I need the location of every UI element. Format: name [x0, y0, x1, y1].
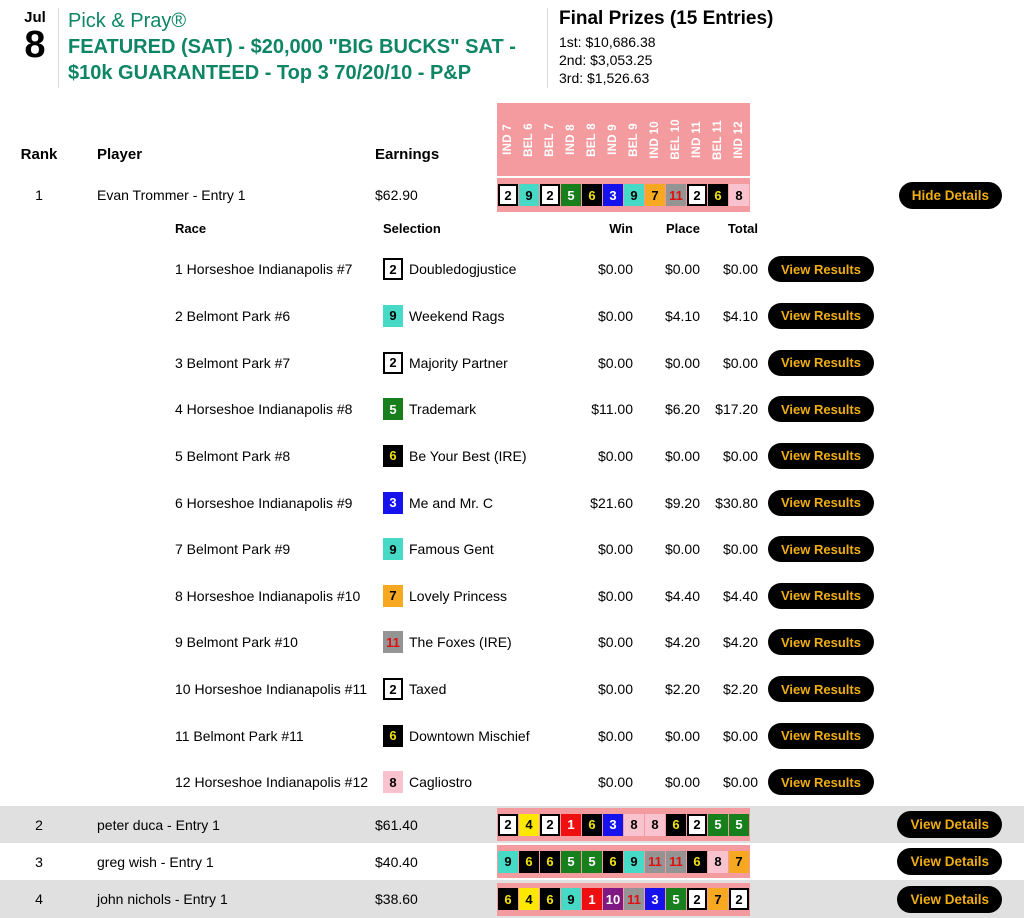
- race-result-row: [0, 293, 1024, 340]
- race-name: 3 Belmont Park #7: [175, 354, 291, 371]
- win-amount: $0.00: [597, 587, 633, 604]
- win-amount: $0.00: [597, 681, 633, 698]
- view-results-button[interactable]: View Results: [768, 256, 874, 282]
- saddle-cloth-4: 4: [519, 888, 539, 910]
- view-details-cell: [750, 811, 1024, 838]
- saddle-cloth-2: 2: [687, 814, 707, 836]
- view-results-cell: [768, 490, 874, 516]
- saddle-cloth-7: 7: [645, 184, 665, 206]
- horse-name: Taxed: [409, 681, 447, 698]
- saddle-cloth-11: 11: [645, 851, 665, 873]
- view-results-button[interactable]: View Results: [768, 490, 874, 516]
- track-race-label: BEL 9: [628, 122, 640, 157]
- final-prizes-title: Final Prizes (15 Entries): [559, 8, 774, 29]
- race-name: 2 Belmont Park #6: [175, 307, 291, 324]
- horse-name: Downtown Mischief: [409, 727, 530, 744]
- place-amount: $2.20: [664, 681, 700, 698]
- saddle-cloth-8: 8: [729, 184, 749, 206]
- total-amount: $0.00: [722, 261, 758, 278]
- place-amount: $0.00: [664, 774, 700, 791]
- saddle-cloth-5: 5: [582, 851, 602, 873]
- saddle-cloth-8: 8: [383, 771, 403, 793]
- race-result-row: [0, 759, 1024, 806]
- race-result-row: [0, 526, 1024, 573]
- saddle-cloth-10: 10: [603, 888, 623, 910]
- selection-strip: [497, 845, 750, 878]
- earnings-amount: $38.60: [375, 891, 418, 907]
- prize-first: 1st: $10,686.38: [559, 34, 656, 50]
- saddle-cloth-6: 6: [498, 888, 518, 910]
- saddle-cloth-1: 1: [561, 814, 581, 836]
- saddle-cloth-2: 2: [687, 184, 707, 206]
- saddle-cloth-11: 11: [666, 851, 686, 873]
- saddle-cloth-11: 11: [383, 631, 403, 653]
- player-name: john nichols - Entry 1: [97, 891, 228, 907]
- saddle-cloth-5: 5: [708, 814, 728, 836]
- selection-cell: [383, 771, 560, 793]
- saddle-cloth-2: 2: [498, 814, 518, 836]
- saddle-cloth-9: 9: [383, 305, 403, 327]
- saddle-cloth-2: 2: [687, 888, 707, 910]
- view-results-cell: [768, 676, 874, 702]
- saddle-cloth-6: 6: [383, 445, 403, 467]
- view-results-cell: [768, 536, 874, 562]
- total-amount: $17.20: [715, 401, 758, 418]
- total-amount: $0.00: [722, 354, 758, 371]
- saddle-cloth-2: 2: [498, 184, 518, 206]
- place-amount: $0.00: [664, 447, 700, 464]
- total-amount: $0.00: [722, 774, 758, 791]
- selection-cell: [383, 725, 560, 747]
- race-name: 1 Horseshoe Indianapolis #7: [175, 261, 353, 278]
- view-results-button[interactable]: View Results: [768, 769, 874, 795]
- race-result-row: [0, 479, 1024, 526]
- view-details-button[interactable]: View Details: [897, 886, 1002, 913]
- saddle-cloth-6: 6: [540, 851, 560, 873]
- track-race-label: IND 9: [606, 124, 619, 155]
- race-result-row: [0, 666, 1024, 713]
- place-amount: $0.00: [664, 727, 700, 744]
- player-name: Evan Trommer - Entry 1: [97, 187, 246, 203]
- track-race-label: IND 11: [691, 121, 704, 158]
- view-results-button[interactable]: View Results: [768, 629, 874, 655]
- view-details-cell: [750, 848, 1024, 875]
- date-day: 8: [24, 24, 46, 66]
- track-race-label: IND 12: [733, 120, 746, 159]
- place-amount: $4.40: [664, 587, 700, 604]
- view-details-button[interactable]: View Details: [897, 848, 1002, 875]
- race-name: 4 Horseshoe Indianapolis #8: [175, 401, 353, 418]
- view-results-button[interactable]: View Results: [768, 583, 874, 609]
- selection-strip: [497, 883, 750, 916]
- view-results-button[interactable]: View Results: [768, 396, 874, 422]
- player-name: peter duca - Entry 1: [97, 816, 220, 833]
- win-amount: $11.00: [591, 401, 633, 418]
- saddle-cloth-6: 6: [383, 725, 403, 747]
- saddle-cloth-8: 8: [645, 814, 665, 836]
- leaderboard-row: [0, 806, 1024, 843]
- saddle-cloth-11: 11: [624, 888, 644, 910]
- saddle-cloth-3: 3: [603, 814, 623, 836]
- track-race-label: IND 8: [564, 124, 577, 155]
- race-result-row: [0, 433, 1024, 480]
- saddle-cloth-5: 5: [561, 851, 581, 873]
- win-amount: $0.00: [597, 261, 633, 278]
- track-race-label: BEL 10: [670, 119, 683, 160]
- horse-name: Me and Mr. C: [409, 494, 494, 511]
- horse-name: Trademark: [409, 401, 477, 418]
- win-amount: $0.00: [597, 634, 633, 651]
- view-results-cell: [768, 769, 874, 795]
- saddle-cloth-7: 7: [708, 888, 728, 910]
- saddle-cloth-2: 2: [540, 184, 560, 206]
- selection-strip: [497, 178, 750, 212]
- selection-cell: [383, 352, 560, 374]
- view-results-button[interactable]: View Results: [768, 723, 874, 749]
- view-results-button[interactable]: View Results: [768, 350, 874, 376]
- selection-column-header: Selection: [383, 221, 441, 236]
- saddle-cloth-9: 9: [624, 184, 644, 206]
- saddle-cloth-6: 6: [582, 814, 602, 836]
- view-details-button[interactable]: View Details: [897, 811, 1002, 838]
- selection-cell: [383, 398, 560, 420]
- selection-cell: [383, 305, 560, 327]
- header-divider: [58, 8, 59, 88]
- selection-cell: [383, 492, 560, 514]
- race-result-row: [0, 246, 1024, 293]
- view-results-cell: [768, 256, 874, 282]
- view-results-button[interactable]: View Results: [768, 443, 874, 469]
- win-amount: $0.00: [597, 727, 633, 744]
- place-amount: $0.00: [664, 261, 700, 278]
- detail-table: [0, 246, 1024, 806]
- view-results-button[interactable]: View Results: [768, 303, 874, 329]
- win-amount: $0.00: [597, 307, 633, 324]
- horse-name: The Foxes (IRE): [409, 634, 512, 651]
- saddle-cloth-6: 6: [603, 851, 623, 873]
- horse-name: Cagliostro: [409, 774, 473, 791]
- view-results-cell: [768, 350, 874, 376]
- race-name: 11 Belmont Park #11: [175, 727, 304, 744]
- race-result-row: [0, 572, 1024, 619]
- race-column-header: Race: [175, 221, 207, 236]
- saddle-cloth-2: 2: [383, 352, 403, 374]
- total-amount: $4.10: [722, 307, 758, 324]
- horse-name: Majority Partner: [409, 354, 508, 371]
- saddle-cloth-7: 7: [729, 851, 749, 873]
- track-race-label: BEL 8: [585, 122, 598, 157]
- total-amount: $30.80: [715, 494, 758, 511]
- saddle-cloth-4: 4: [519, 814, 539, 836]
- place-amount: $6.20: [664, 401, 700, 418]
- detail-table-header: [0, 221, 1024, 236]
- saddle-cloth-8: 8: [708, 851, 728, 873]
- saddle-cloth-2: 2: [729, 888, 749, 910]
- win-column-header: Win: [609, 221, 633, 236]
- prize-second: 2nd: $3,053.25: [559, 52, 653, 68]
- player-column-header: Player: [97, 146, 143, 163]
- contest-title: FEATURED (SAT) - $20,000 "BIG BUCKS" SAT - $10k GUARANTEED - Top 3 70/20/10 - P&P: [68, 36, 516, 84]
- win-amount: $0.00: [597, 541, 633, 558]
- view-results-cell: [768, 723, 874, 749]
- race-result-row: [0, 619, 1024, 666]
- total-amount: $0.00: [722, 447, 758, 464]
- final-prizes-panel: [559, 7, 773, 87]
- leaderboard-row: [0, 880, 1024, 918]
- saddle-cloth-3: 3: [645, 888, 665, 910]
- track-race-label: BEL 7: [543, 122, 556, 157]
- horse-name: Doubledogjustice: [409, 261, 517, 278]
- saddle-cloth-5: 5: [383, 398, 403, 420]
- header-divider: [547, 8, 548, 88]
- horse-name: Lovely Princess: [409, 587, 508, 604]
- win-amount: $21.60: [590, 494, 633, 511]
- view-results-cell: [768, 629, 874, 655]
- win-amount: $0.00: [597, 774, 633, 791]
- saddle-cloth-9: 9: [519, 184, 539, 206]
- saddle-cloth-11: 11: [666, 184, 686, 206]
- saddle-cloth-9: 9: [383, 538, 403, 560]
- race-name: 6 Horseshoe Indianapolis #9: [175, 494, 353, 511]
- player-name: greg wish - Entry 1: [97, 853, 214, 870]
- total-amount: $0.00: [722, 541, 758, 558]
- hide-details-button[interactable]: Hide Details: [899, 182, 1002, 209]
- view-results-button[interactable]: View Results: [768, 536, 874, 562]
- selection-strip: [497, 808, 750, 841]
- race-name: 10 Horseshoe Indianapolis #11: [175, 681, 367, 698]
- saddle-cloth-3: 3: [603, 184, 623, 206]
- saddle-cloth-5: 5: [666, 888, 686, 910]
- selection-cell: [383, 631, 560, 653]
- contest-date: [14, 10, 56, 64]
- rank-column-header: Rank: [20, 146, 58, 163]
- saddle-cloth-3: 3: [383, 492, 403, 514]
- race-result-row: [0, 339, 1024, 386]
- race-name: 8 Horseshoe Indianapolis #10: [175, 587, 361, 604]
- place-amount: $0.00: [664, 354, 700, 371]
- saddle-cloth-6: 6: [708, 184, 728, 206]
- view-results-cell: [768, 443, 874, 469]
- view-details-cell: [750, 886, 1024, 913]
- selection-cell: [383, 678, 560, 700]
- race-result-row: [0, 386, 1024, 433]
- place-amount: $4.20: [664, 634, 700, 651]
- saddle-cloth-2: 2: [383, 678, 403, 700]
- place-column-header: Place: [666, 221, 700, 236]
- saddle-cloth-9: 9: [561, 888, 581, 910]
- view-results-cell: [768, 396, 874, 422]
- rank-cell: 1: [35, 187, 43, 203]
- earnings-column-header: Earnings: [375, 146, 440, 163]
- win-amount: $0.00: [597, 447, 633, 464]
- leaderboard-row: [0, 843, 1024, 880]
- rank-cell: 4: [35, 891, 43, 907]
- total-amount: $4.40: [722, 587, 758, 604]
- contest-title-block: [68, 9, 550, 86]
- horse-name: Be Your Best (IRE): [409, 447, 527, 464]
- saddle-cloth-6: 6: [540, 888, 560, 910]
- race-name: 9 Belmont Park #10: [175, 634, 298, 651]
- earnings-amount: $62.90: [375, 187, 418, 203]
- saddle-cloth-6: 6: [687, 851, 707, 873]
- leaderboard-header: [0, 146, 1024, 166]
- place-amount: $9.20: [664, 494, 700, 511]
- total-column-header: Total: [727, 221, 758, 236]
- earnings-amount: $40.40: [375, 853, 418, 870]
- saddle-cloth-1: 1: [582, 888, 602, 910]
- track-race-label: BEL 6: [522, 122, 535, 157]
- total-amount: $0.00: [722, 727, 758, 744]
- prize-third: 3rd: $1,526.63: [559, 70, 650, 86]
- view-results-cell: [768, 583, 874, 609]
- saddle-cloth-5: 5: [561, 184, 581, 206]
- race-name: 12 Horseshoe Indianapolis #12: [175, 774, 369, 791]
- saddle-cloth-6: 6: [519, 851, 539, 873]
- saddle-cloth-7: 7: [383, 585, 403, 607]
- selection-cell: [383, 445, 560, 467]
- horse-name: Famous Gent: [409, 541, 494, 558]
- leaderboard-row-expanded: [0, 178, 1024, 212]
- contest-type-label: Pick & Pray®: [68, 10, 187, 32]
- leaderboard-rows: [0, 806, 1024, 918]
- saddle-cloth-5: 5: [729, 814, 749, 836]
- place-amount: $0.00: [664, 541, 700, 558]
- saddle-cloth-2: 2: [540, 814, 560, 836]
- rank-cell: 2: [35, 816, 43, 833]
- selection-cell: [383, 258, 560, 280]
- total-amount: $2.20: [722, 681, 758, 698]
- total-amount: $4.20: [722, 634, 758, 651]
- saddle-cloth-9: 9: [624, 851, 644, 873]
- track-race-label: IND 10: [649, 120, 662, 159]
- place-amount: $4.10: [664, 307, 700, 324]
- horse-name: Weekend Rags: [409, 307, 505, 324]
- win-amount: $0.00: [597, 354, 633, 371]
- date-month: Jul: [24, 9, 46, 26]
- saddle-cloth-6: 6: [666, 814, 686, 836]
- saddle-cloth-6: 6: [582, 184, 602, 206]
- race-name: 5 Belmont Park #8: [175, 447, 291, 464]
- saddle-cloth-8: 8: [624, 814, 644, 836]
- track-race-label: BEL 11: [712, 119, 725, 160]
- view-results-button[interactable]: View Results: [768, 676, 874, 702]
- race-name: 7 Belmont Park #9: [175, 541, 291, 558]
- view-results-cell: [768, 303, 874, 329]
- rank-cell: 3: [35, 853, 43, 870]
- selection-cell: [383, 585, 560, 607]
- selection-cell: [383, 538, 560, 560]
- saddle-cloth-9: 9: [498, 851, 518, 873]
- track-race-label: IND 7: [501, 124, 514, 155]
- race-result-row: [0, 712, 1024, 759]
- earnings-amount: $61.40: [375, 816, 418, 833]
- saddle-cloth-2: 2: [383, 258, 403, 280]
